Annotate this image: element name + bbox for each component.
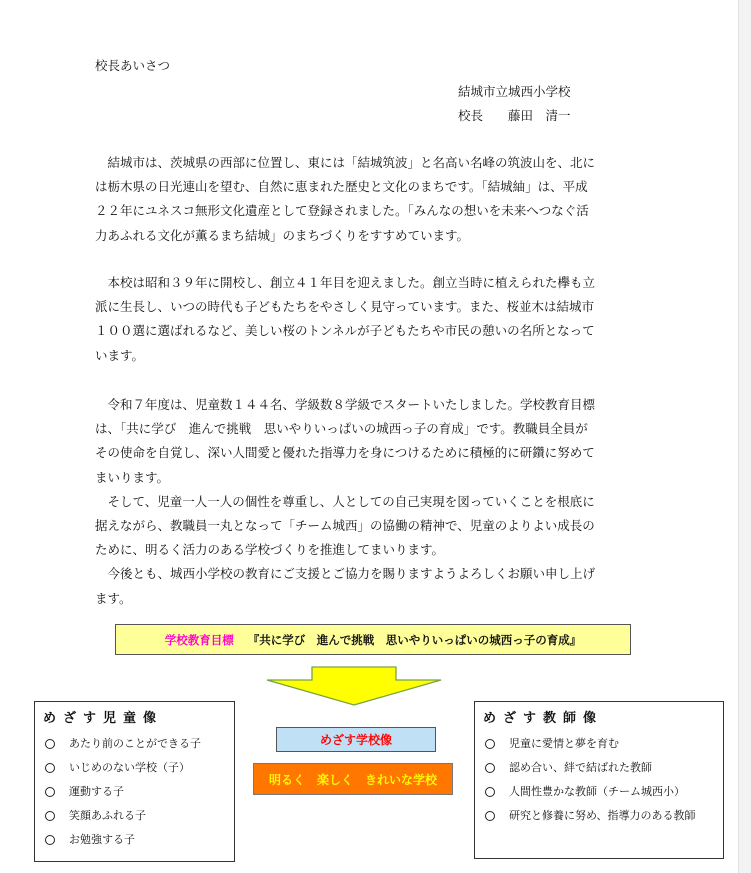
paragraph-line: ２２年にユネスコ無形文化遺産として登録されました。「みんなの想いを未来へつなぐ活 — [95, 203, 589, 219]
paragraph-line: 本校は昭和３９年に開校し、創立４１年目を迎えました。創立当時に植えられた欅も立 — [95, 275, 596, 290]
paragraph-line: 据えながら、教職員一丸となって「チーム城西」の協働の精神で、児童のよりよい成長の — [95, 518, 595, 534]
paragraph-line: 結城市は、茨城県の西部に位置し、東には「結城筑波」と名高い名峰の筑波山を、北に — [95, 155, 596, 170]
list-item-text: 研究と修養に努め、指導力のある教師 — [509, 809, 696, 822]
list-item-text: あたり前のことができる子 — [69, 737, 201, 750]
scrollbar-edge — [738, 0, 751, 873]
circled-a-icon — [45, 739, 55, 749]
list-item — [485, 804, 696, 828]
paragraph-line: 今後とも、城西小学校の教育にご支援とご協力を賜りますようよろしくお願い申し上げ — [95, 566, 596, 582]
list-item — [45, 732, 201, 756]
paragraph-line: まいります。 — [95, 469, 170, 485]
list-item-text: お勉強する子 — [69, 833, 135, 846]
paragraph-line: １００選に選ばれるなど、美しい桜のトンネルが子どもたちや市民の憩いの名所となって — [95, 323, 595, 339]
circle-bullet-icon — [485, 787, 495, 797]
paragraph-line: います。 — [95, 347, 145, 363]
list-item-text: いじめのない学校（子） — [69, 761, 190, 774]
paragraph-line: その使命を自覚し、深い人間愛と優れた指導力を身につけるために積極的に研鑽に努めて — [95, 445, 595, 461]
list-item — [485, 756, 696, 780]
list-item-text: 笑顔あふれる子 — [69, 809, 146, 822]
list-item — [485, 780, 696, 804]
school-goal-box — [115, 624, 631, 655]
school-image-label: めざす学校像 — [276, 727, 436, 752]
paragraph-line: 令和７年度は、児童数１４４名、学級数８学級でスタートいたしました。学校教育目標 — [95, 397, 596, 412]
paragraph-line: 派に生長し、いつの時代も子どもたちをやさしく見守っています。また、桜並木は結城市 — [95, 299, 595, 315]
circle-bullet-icon — [485, 811, 495, 821]
paragraph-goals — [95, 393, 635, 611]
down-arrow-icon — [266, 666, 442, 706]
list-item-text: 人間性豊かな教師（チーム城西小） — [509, 785, 685, 798]
circled-o-icon — [45, 835, 55, 845]
school-name: 結城市立城西小学校 — [458, 84, 571, 99]
paragraph-history — [95, 271, 635, 368]
paragraph-line: ために、明るく活力のある学校づくりを推進してまいります。 — [95, 542, 445, 558]
list-item — [485, 732, 696, 756]
paragraph-line: は栃木県の日光連山を望む、自然に恵まれた歴史と文化のまちです。「結城紬」は、平成 — [95, 179, 588, 195]
circled-u-icon — [45, 787, 55, 797]
list-item — [45, 780, 201, 804]
circle-bullet-icon — [485, 763, 495, 773]
list-item-text: 児童に愛情と夢を育む — [509, 737, 619, 750]
goal-text: 『共に学び 進んで挑戦 思いやりいっぱいの城西っ子の育成』 — [247, 632, 582, 647]
paragraph-line: ます。 — [95, 590, 132, 606]
paragraph-line: そして、児童一人一人の個性を尊重し、人としての自己実現を図っていくことを根底に — [95, 493, 595, 509]
list-item-text: 運動する子 — [69, 785, 124, 798]
list-item — [45, 756, 201, 780]
teacher-image-box — [474, 701, 724, 859]
student-image-title: めざす児童像 — [43, 711, 164, 726]
goal-label: 学校教育目標 — [164, 632, 234, 647]
list-item — [45, 804, 201, 828]
paragraph-city — [95, 151, 635, 248]
list-item — [45, 828, 201, 852]
page-title: 校長あいさつ — [95, 58, 171, 73]
school-motto: 明るく 楽しく きれいな学校 — [253, 763, 453, 795]
teacher-image-title: めざす教師像 — [483, 711, 604, 726]
circle-bullet-icon — [485, 739, 495, 749]
circled-e-icon — [45, 811, 55, 821]
student-image-box — [34, 701, 235, 862]
paragraph-line: 力あふれる文化が薫るまち結城」のまちづくりをすすめています。 — [95, 227, 470, 243]
principal-name: 校長 藤田 清一 — [458, 108, 571, 123]
circled-i-icon — [45, 763, 55, 773]
list-item-text: 認め合い、絆で結ばれた教師 — [509, 761, 652, 774]
paragraph-line: は、「共に学び 進んで挑戦 思いやりいっぱいの城西っ子の育成」です。教職員全員が — [95, 421, 588, 437]
